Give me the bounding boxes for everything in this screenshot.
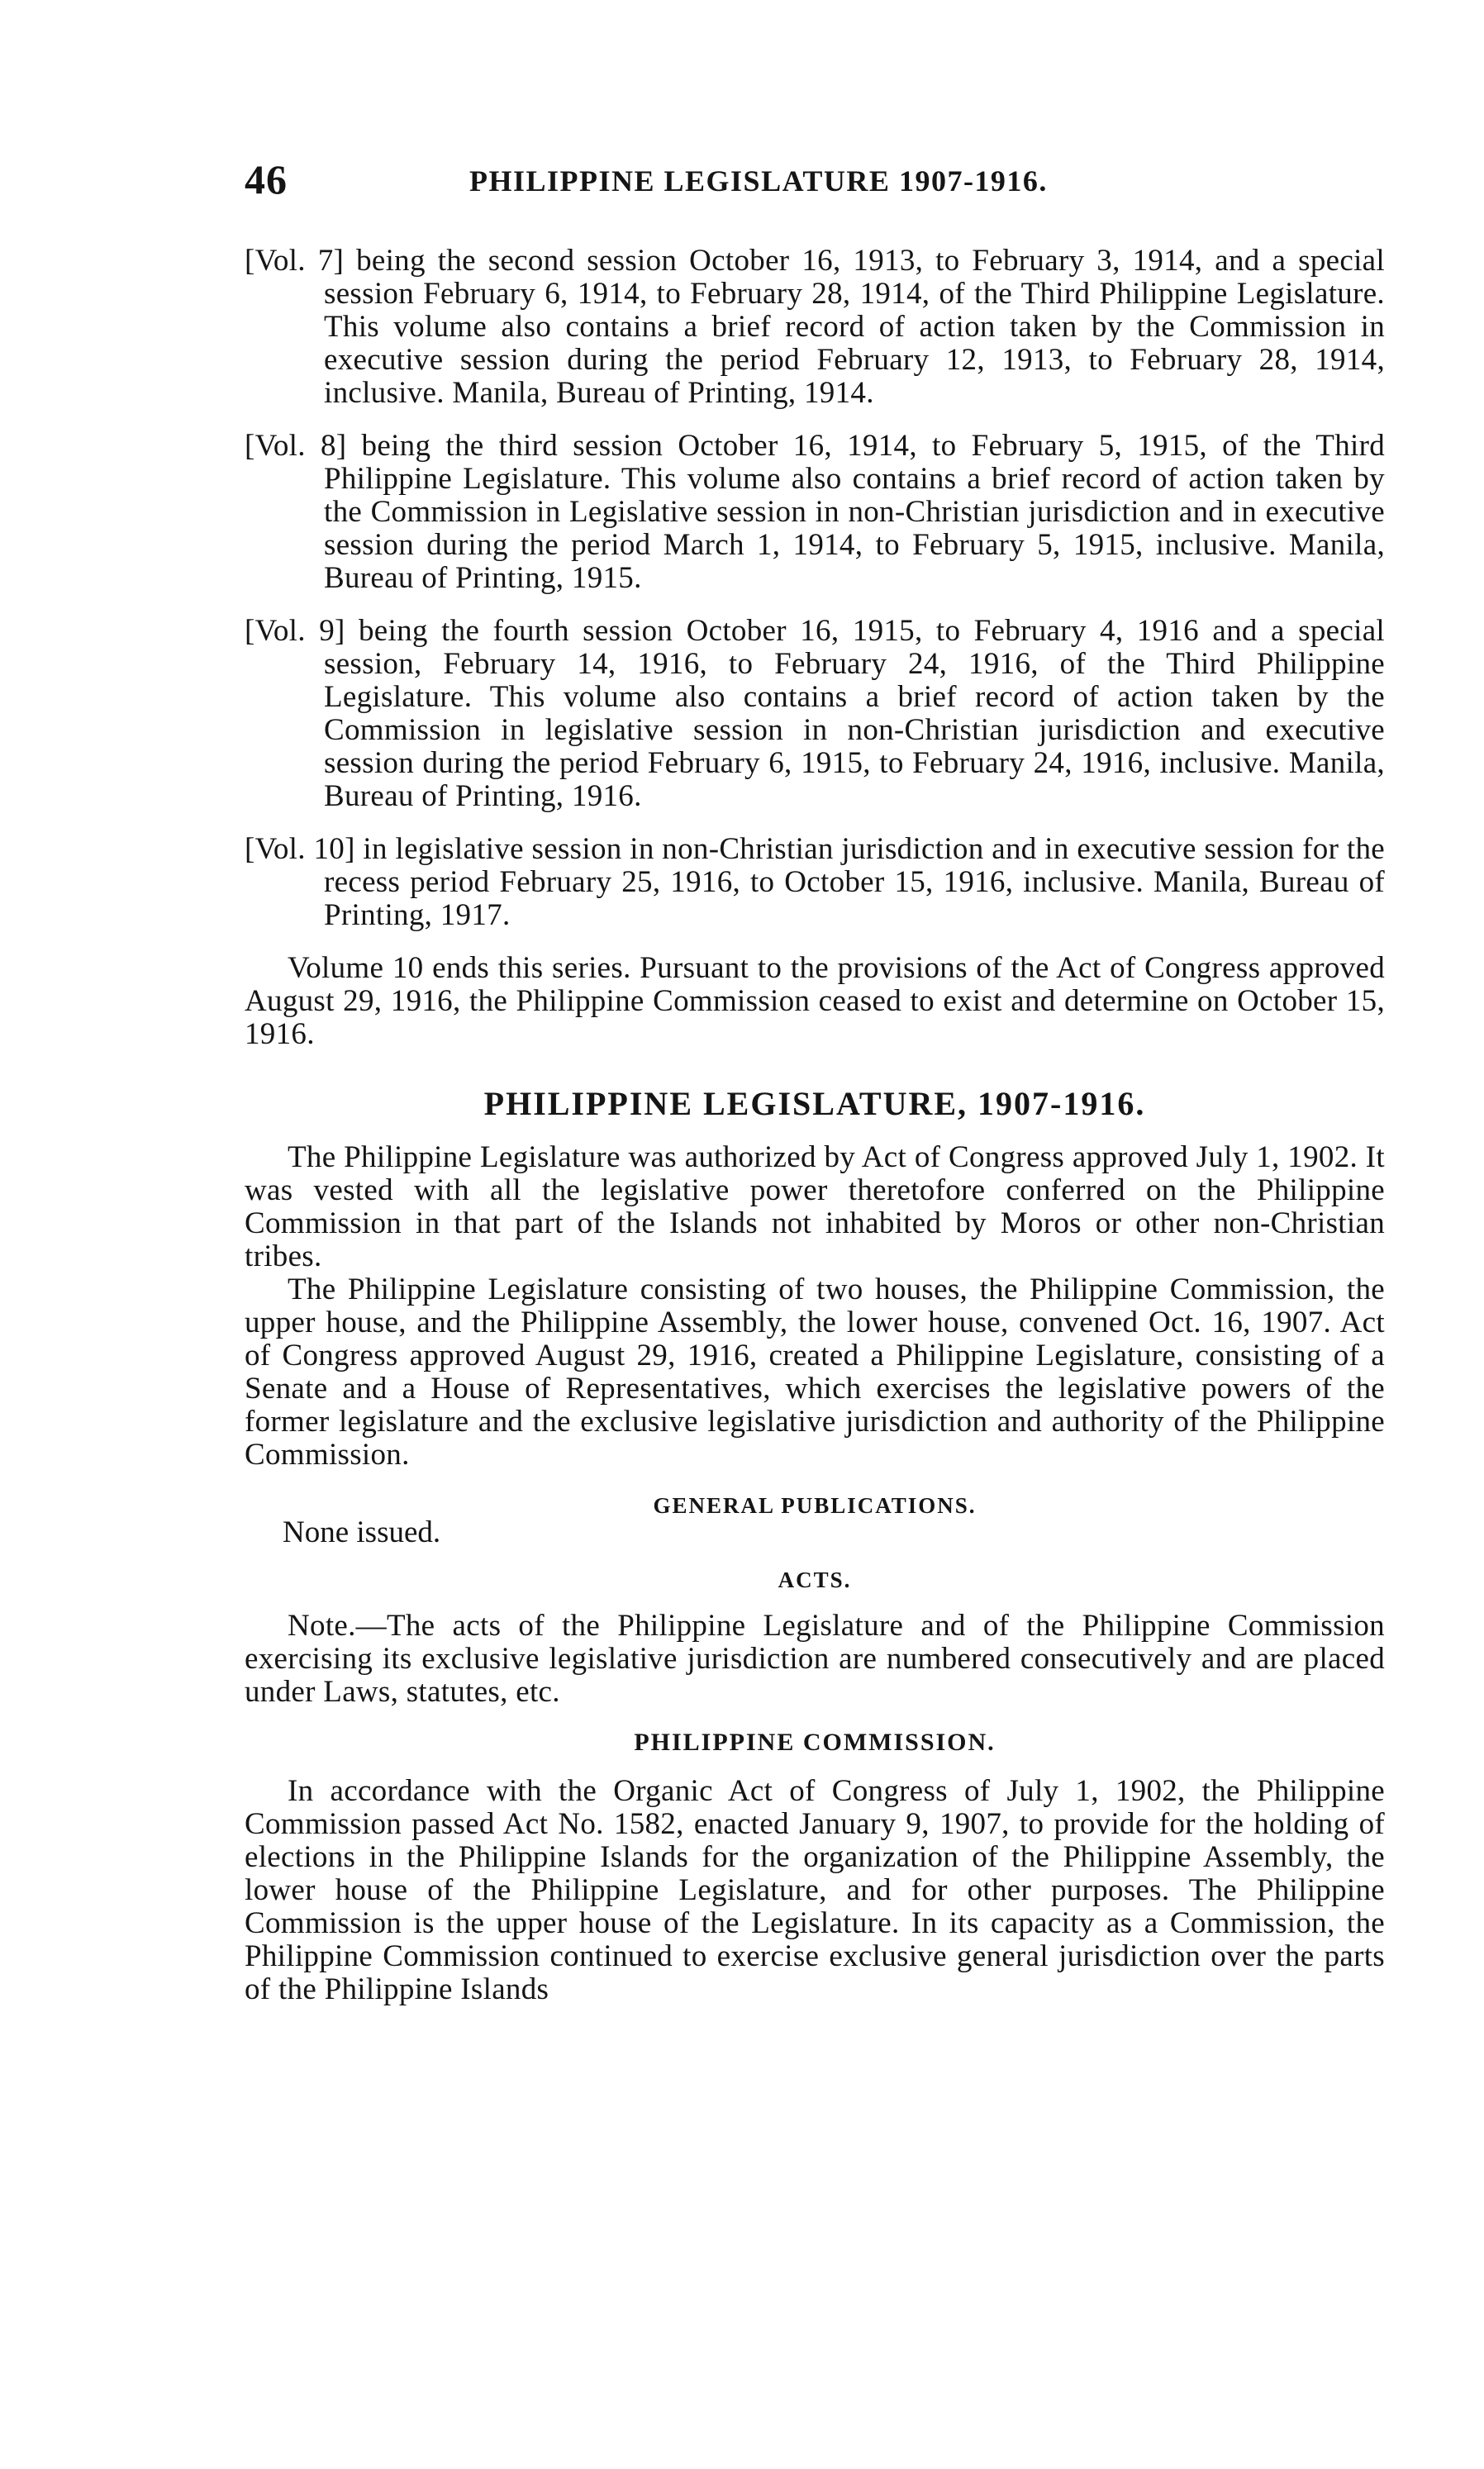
general-publications-text: None issued.	[283, 1515, 441, 1549]
general-publications-title: GENERAL PUBLICATIONS.	[653, 1493, 977, 1518]
general-publications-block	[245, 1493, 1385, 1559]
volume-entry-9: [Vol. 9] being the fourth session October 16, 1915, to February 4, 1916 and a special session, February 14, 1916, to February 24, 1916, of the Third Philippine Legislature. This volume also contains a brief record of action taken by the Commission in legislative session in non-Christian jurisdiction and executive session during the period February 6, 1915, to February 24, 1916, inclusive. Manila, Bureau of Printing, 1916.	[245, 614, 1385, 813]
volume-entry-7: [Vol. 7] being the second session October 16, 1913, to February 3, 1914, and a special session February 6, 1914, to February 28, 1914, of the Third Philippine Legislature. This volume also contains a brief record of action taken by the Commission in executive session during the period February 12, 1913, to February 28, 1914, inclusive. Manila, Bureau of Printing, 1914.	[245, 244, 1385, 410]
acts-title: ACTS.	[778, 1568, 852, 1592]
page-content	[245, 245, 1385, 2006]
volume-entry-8: [Vol. 8] being the third session October 16, 1914, to February 5, 1915, of the Third Philippine Legislature. This volume also contains a brief record of action taken by the Commission in Legislative session in non-Christian jurisdiction and in executive session during the period March 1, 1914, to February 5, 1915, inclusive. Manila, Bureau of Printing, 1915.	[245, 429, 1385, 595]
legislature-paragraph: The Philippine Legislature consisting of two houses, the Philippine Commission, the upper house, and the Philippine Assembly, the lower house, convened Oct. 16, 1907. Act of Congress approved August 29, 1916, created a Philippine Legislature, consisting of a Senate and a House of Representatives, which exercises the legislative powers of the former legislature and the exclusive legislative jurisdiction and authority of the Philippine Commission.	[245, 1273, 1385, 1472]
running-title: PHILIPPINE LEGISLATURE 1907-1916.	[469, 164, 1048, 197]
commission-paragraph: In accordance with the Organic Act of Congress of July 1, 1902, the Philippine Commission passed Act No. 1582, enacted January 9, 1907, to provide for the holding of elections in the Philippine Islands for the organization of the Philippine Assembly, the lower house of the Philippine Legislature, and for other purposes. The Philippine Commission is the upper house of the Legislature. In its capacity as a Commission, the Philippine Commission continued to exercise exclusive general jurisdiction over the parts of the Philippine Islands	[245, 1774, 1385, 2006]
volume-entry-10: [Vol. 10] in legislative session in non-Christian jurisdiction and in executive session for the recess period February 25, 1916, to October 15, 1916, inclusive. Manila, Bureau of Printing, 1917.	[245, 832, 1385, 932]
legislature-paragraph: The Philippine Legislature was authorized by Act of Congress approved July 1, 1902. It was vested with all the legislative power theretofore conferred on the Philippine Commission in that part of the Islands not inhabited by Moros or other non-Christian tribes.	[245, 1140, 1385, 1273]
page-number: 46	[245, 156, 288, 202]
commission-section-title: PHILIPPINE COMMISSION.	[634, 1729, 996, 1756]
acts-note: Note.—The acts of the Philippine Legislature and of the Philippine Commission exercising its exclusive legislative jurisdiction are numbered consecutively and are placed under Laws, statutes, etc.	[245, 1609, 1385, 1709]
series-end-paragraph: Volume 10 ends this series. Pursuant to the provisions of the Act of Congress approved August 29, 1916, the Philippine Commission ceased to exist and determine on October 15, 1916.	[245, 951, 1385, 1051]
legislature-section-title: PHILIPPINE LEGISLATURE, 1907-1916.	[483, 1085, 1146, 1122]
